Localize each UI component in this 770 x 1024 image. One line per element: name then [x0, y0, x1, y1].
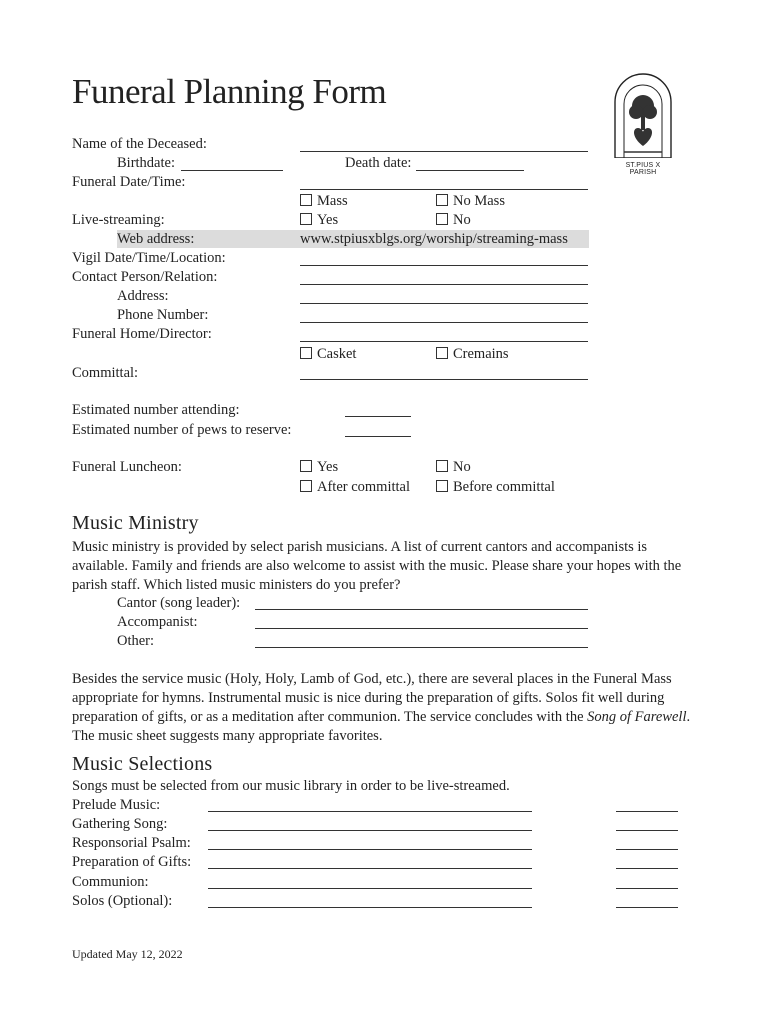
music-selections-note: Songs must be selected from our music library in order to be live-streamed.	[72, 778, 510, 794]
luncheon-no-checkbox[interactable]	[436, 460, 448, 472]
livestream-no-label: No	[453, 212, 471, 228]
after-committal-checkbox[interactable]	[300, 480, 312, 492]
accompanist-label: Accompanist:	[117, 614, 198, 630]
gifts-field[interactable]	[208, 868, 532, 869]
before-committal-checkbox[interactable]	[436, 480, 448, 492]
gathering-label: Gathering Song:	[72, 816, 168, 832]
contact-field[interactable]	[300, 284, 588, 285]
livestream-yes-label: Yes	[317, 212, 339, 228]
luncheon-yes-checkbox[interactable]	[300, 460, 312, 472]
livestreaming-label: Live-streaming:	[72, 212, 165, 228]
est-attending-field[interactable]	[345, 416, 411, 417]
prelude-field[interactable]	[208, 811, 532, 812]
gathering-field[interactable]	[208, 830, 532, 831]
death-date-field[interactable]	[416, 170, 524, 171]
psalm-field[interactable]	[208, 849, 532, 850]
paragraph-text-a: Besides the service music (Holy, Holy, Lamb of God, etc.), there are several places in the Funeral Mass appropriate for hymns. Instrumental music is nice during the preparation of gifts. Solos fit well during preparation of gifts, or as a meditation after communion. The service concludes with the	[72, 671, 672, 725]
solos-extra-field[interactable]	[616, 907, 678, 908]
solos-field[interactable]	[208, 907, 532, 908]
luncheon-no-label: No	[453, 459, 471, 475]
web-address-label: Web address:	[117, 231, 195, 247]
cremains-label: Cremains	[453, 346, 509, 362]
contact-label: Contact Person/Relation:	[72, 269, 218, 285]
communion-field[interactable]	[208, 888, 532, 889]
mass-label: Mass	[317, 193, 348, 209]
est-pews-field[interactable]	[345, 436, 411, 437]
gifts-label: Preparation of Gifts:	[72, 854, 192, 870]
after-committal-label: After committal	[317, 479, 411, 495]
other-label: Other:	[117, 633, 155, 649]
logo-emblem-icon	[612, 72, 674, 158]
livestream-yes-option[interactable]	[300, 211, 338, 229]
prelude-extra-field[interactable]	[616, 811, 678, 812]
livestream-no-checkbox[interactable]	[436, 213, 448, 225]
deceased-name-field[interactable]	[300, 151, 588, 152]
casket-label: Casket	[317, 346, 357, 362]
funeral-datetime-field[interactable]	[300, 189, 588, 190]
page-title: Funeral Planning Form	[72, 72, 387, 111]
no-mass-option[interactable]	[436, 192, 505, 210]
cantor-field[interactable]	[255, 609, 588, 610]
luncheon-no-option[interactable]	[436, 458, 471, 476]
parish-logo	[612, 72, 674, 174]
communion-label: Communion:	[72, 874, 149, 890]
livestream-yes-checkbox[interactable]	[300, 213, 312, 225]
logo-parish-name: ST.PIUS X PARISH	[625, 162, 661, 176]
luncheon-yes-option[interactable]	[300, 458, 338, 476]
birthdate-field[interactable]	[181, 170, 283, 171]
prelude-label: Prelude Music:	[72, 797, 161, 813]
mass-option[interactable]	[300, 192, 348, 210]
est-attending-label: Estimated number attending:	[72, 402, 240, 418]
mass-checkbox[interactable]	[300, 194, 312, 206]
funeral-home-label: Funeral Home/Director:	[72, 326, 212, 342]
footer-updated: Updated May 12, 2022	[72, 947, 183, 961]
after-committal-option[interactable]	[300, 478, 410, 496]
music-ministry-paragraph	[72, 670, 697, 746]
luncheon-label: Funeral Luncheon:	[72, 459, 182, 475]
address-label: Address:	[117, 288, 169, 304]
committal-label: Committal:	[72, 365, 139, 381]
psalm-extra-field[interactable]	[616, 849, 678, 850]
cremains-checkbox[interactable]	[436, 347, 448, 359]
music-ministry-heading: Music Ministry	[72, 512, 199, 534]
casket-checkbox[interactable]	[300, 347, 312, 359]
est-pews-label: Estimated number of pews to reserve:	[72, 422, 292, 438]
birthdate-label: Birthdate:	[117, 155, 175, 171]
address-field[interactable]	[300, 303, 588, 304]
death-date-label: Death date:	[345, 155, 412, 171]
music-selections-heading: Music Selections	[72, 753, 213, 775]
vigil-field[interactable]	[300, 265, 588, 266]
cantor-label: Cantor (song leader):	[117, 595, 241, 611]
before-committal-label: Before committal	[453, 479, 555, 495]
phone-label: Phone Number:	[117, 307, 209, 323]
no-mass-label: No Mass	[453, 193, 505, 209]
song-of-farewell-text: Song of Farewell	[587, 709, 687, 725]
gathering-extra-field[interactable]	[616, 830, 678, 831]
committal-field[interactable]	[300, 379, 588, 380]
cremains-option[interactable]	[436, 345, 509, 363]
no-mass-checkbox[interactable]	[436, 194, 448, 206]
before-committal-option[interactable]	[436, 478, 555, 496]
phone-field[interactable]	[300, 322, 588, 323]
solos-label: Solos (Optional):	[72, 893, 173, 909]
web-address-link[interactable]: www.stpiusxblgs.org/worship/streaming-mass	[300, 231, 568, 247]
accompanist-field[interactable]	[255, 628, 588, 629]
gifts-extra-field[interactable]	[616, 868, 678, 869]
livestream-no-option[interactable]	[436, 211, 471, 229]
deceased-name-label: Name of the Deceased:	[72, 136, 207, 152]
paragraph-text-b: . The music sheet suggests many appropriate favorites.	[72, 709, 691, 744]
vigil-label: Vigil Date/Time/Location:	[72, 250, 226, 266]
luncheon-yes-label: Yes	[317, 459, 339, 475]
music-ministry-intro: Music ministry is provided by select parish musicians. A list of current cantors and accompanists is available. Family and friends are also welcome to assist with the music. Please share your hopes with the parish staff. Which listed music ministers do you prefer?	[72, 539, 682, 593]
funeral-home-field[interactable]	[300, 341, 588, 342]
casket-option[interactable]	[300, 345, 356, 363]
psalm-label: Responsorial Psalm:	[72, 835, 191, 851]
other-field[interactable]	[255, 647, 588, 648]
communion-extra-field[interactable]	[616, 888, 678, 889]
funeral-datetime-label: Funeral Date/Time:	[72, 174, 186, 190]
